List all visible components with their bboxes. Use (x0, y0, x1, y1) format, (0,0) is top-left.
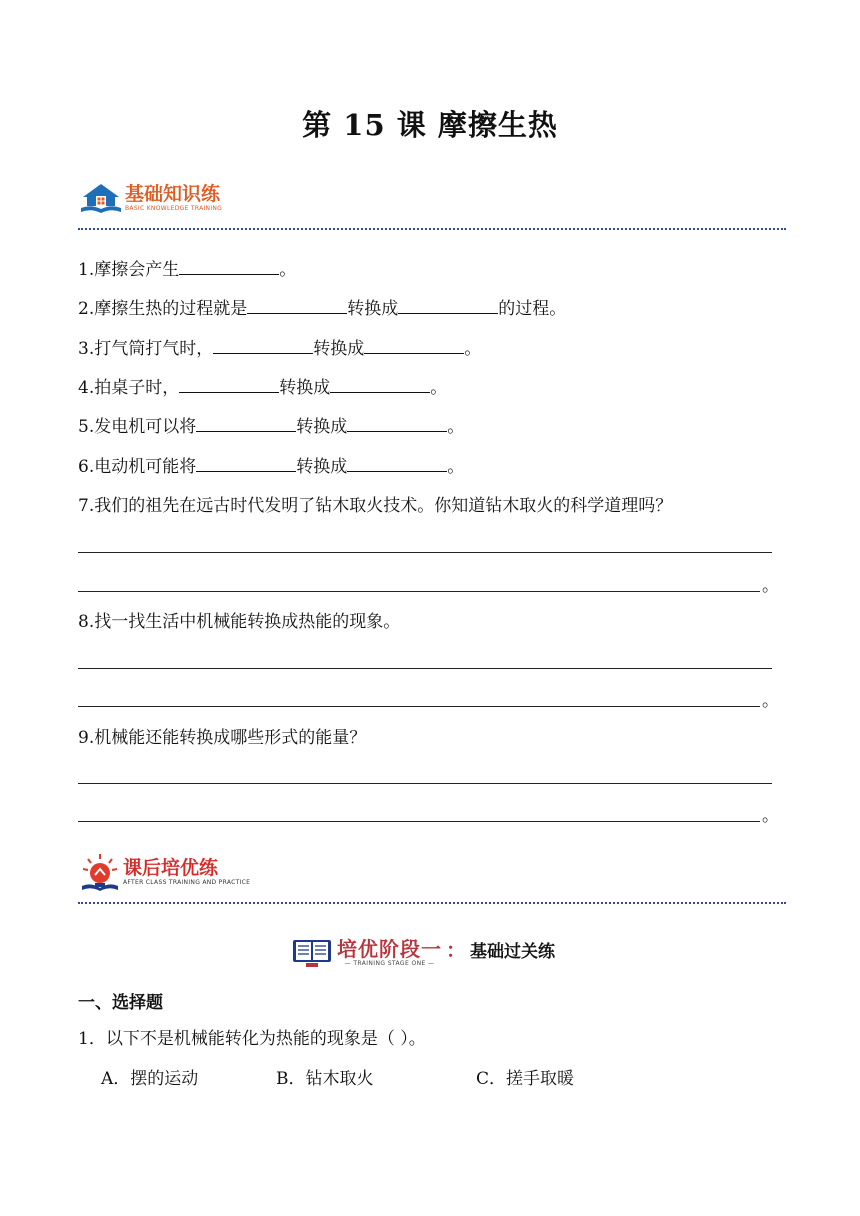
answer-line[interactable] (78, 668, 772, 669)
answer-blank[interactable] (364, 337, 464, 354)
answer-blank[interactable] (347, 455, 447, 472)
section-subtitle: AFTER CLASS TRAINING AND PRACTICE (123, 878, 251, 886)
stage-subtitle: — TRAINING STAGE ONE — (344, 959, 435, 967)
answer-blank[interactable] (247, 297, 347, 314)
question-8: 8.找一找生活中机械能转换成热能的现象。 (78, 612, 401, 632)
book-icon (292, 937, 332, 969)
stage-label: 基础过关练 (470, 942, 555, 962)
answer-blank[interactable] (347, 415, 447, 432)
question-4: 4.拍桌子时， 转换成 。 (78, 378, 448, 398)
page-title: 第 15 课 摩擦生热 (302, 108, 558, 142)
section-title: 课后培优练 (123, 856, 219, 879)
period: 。 (762, 576, 779, 596)
answer-line[interactable] (78, 821, 760, 822)
answer-blank[interactable] (179, 376, 279, 393)
section-subtitle: BASIC KNOWLEDGE TRAINING (125, 204, 223, 212)
period: 。 (762, 691, 779, 711)
answer-line[interactable] (78, 706, 760, 707)
option-b[interactable]: B．钻木取火 (276, 1069, 374, 1089)
answer-blank[interactable] (330, 376, 430, 393)
mc-question-1: 1．以下不是机械能转化为热能的现象是（ ）。 (78, 1029, 426, 1049)
question-9: 9.机械能还能转换成哪些形式的能量？ (78, 728, 367, 748)
question-6: 6.电动机可能将 转换成 。 (78, 457, 465, 477)
stage-badge (292, 934, 555, 971)
answer-blank[interactable] (213, 337, 313, 354)
answer-blank[interactable] (179, 258, 279, 275)
stage-colon: ： (446, 938, 466, 962)
house-book-icon (80, 182, 122, 214)
option-c[interactable]: C．搓手取暖 (476, 1069, 575, 1089)
answer-blank[interactable] (398, 297, 498, 314)
stage-title: 培优阶段一 (337, 936, 442, 961)
section-divider (78, 902, 786, 904)
part-heading: 一、选择题 (78, 993, 163, 1013)
answer-line[interactable] (78, 552, 772, 553)
section-badge-after-class (80, 852, 250, 892)
section-title: 基础知识练 (125, 182, 221, 205)
period: 。 (762, 806, 779, 826)
question-1: 1.摩擦会产生 。 (78, 260, 297, 280)
question-2: 2.摩擦生热的过程就是 转换成 的过程。 (78, 299, 567, 319)
question-5: 5.发电机可以将 转换成 。 (78, 417, 465, 437)
lightbulb-icon (80, 852, 120, 892)
question-7: 7.我们的祖先在远古时代发明了钻木取火技术。你知道钻木取火的科学道理吗？ (78, 496, 673, 516)
section-badge-basic-knowledge (80, 182, 222, 214)
answer-blank[interactable] (196, 415, 296, 432)
answer-line[interactable] (78, 591, 760, 592)
question-3: 3.打气筒打气时， 转换成 。 (78, 339, 482, 359)
section-divider (78, 228, 786, 230)
answer-blank[interactable] (196, 455, 296, 472)
answer-line[interactable] (78, 783, 772, 784)
option-a[interactable]: A．摆的运动 (101, 1069, 199, 1089)
